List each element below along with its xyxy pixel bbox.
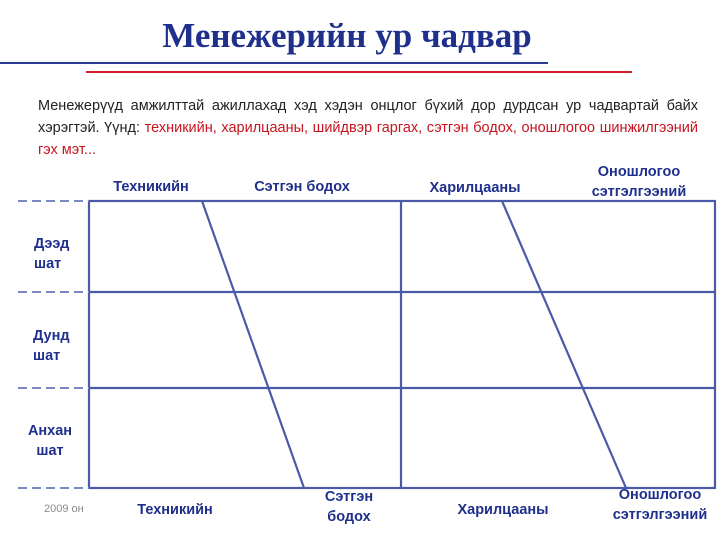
level-label-top-line1: Дээд — [34, 236, 70, 252]
level-label-middle — [33, 326, 70, 366]
bottom-label-conceptual-line1: Сэтгэн — [324, 489, 374, 505]
top-label-diagnostic-line2: сэтгэлгээний — [591, 184, 687, 200]
top-label-diagnostic-line1: Оношлогоо — [597, 164, 681, 180]
bottom-label-conceptual — [306, 487, 392, 527]
page-title: Менежерийн ур чадвар — [162, 16, 532, 55]
top-label-human: Харилцааны — [429, 180, 521, 196]
bottom-label-diagnostic-line2: сэтгэлгээний — [612, 507, 708, 523]
level-label-middle-line2: шат — [33, 348, 61, 364]
level-label-middle-line1: Дунд — [33, 328, 70, 344]
boundary-line-technical — [202, 201, 304, 488]
level-label-top — [34, 234, 69, 274]
top-label-technical: Техникийн — [113, 179, 189, 195]
bottom-label-diagnostic — [600, 485, 720, 525]
top-label-conceptual: Сэтгэн бодох — [254, 179, 350, 195]
intro-text: Менежерүүд амжилттай ажиллахад хэд хэдэн онцлог бүхий дор дурдсан ур чадвартай байх хэрэгтэй. Үүнд: — [38, 98, 698, 136]
bottom-label-diagnostic-line1: Оношлогоо — [618, 487, 702, 503]
bottom-label-technical: Техникийн — [137, 502, 213, 518]
level-label-lower-line2: шат — [36, 443, 64, 459]
intro-highlight: техникийн, харилцааны, шийдвэр гаргах, сэтгэн бодох, оношлогоо шинжилгээний гэх мэт... — [38, 120, 698, 158]
boundary-line-human — [502, 201, 626, 488]
level-label-top-line2: шат — [34, 256, 62, 272]
bottom-label-conceptual-line2: бодох — [327, 509, 371, 525]
footer-year: 2009 он — [44, 503, 84, 515]
bottom-label-human: Харилцааны — [457, 502, 549, 518]
level-label-lower-line1: Анхан — [27, 423, 73, 439]
level-label-lower — [22, 421, 78, 461]
